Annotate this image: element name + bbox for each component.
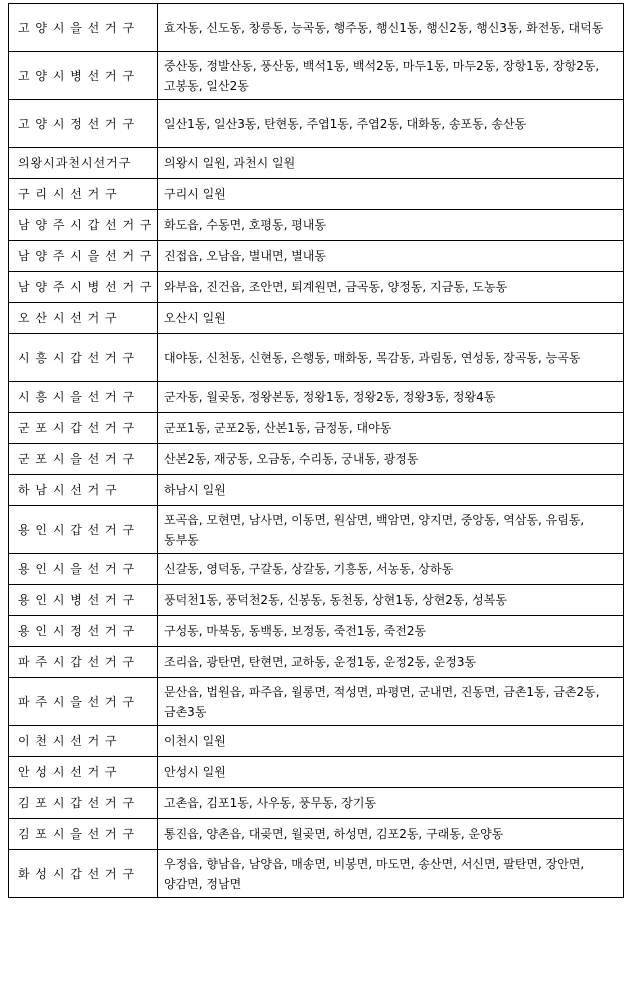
- district-name-cell: 용 인 시 병 선 거 구: [9, 585, 158, 616]
- district-areas-cell: 구리시 일원: [158, 179, 624, 210]
- table-row: [9, 788, 624, 819]
- district-name-cell: 시 흥 시 갑 선 거 구: [9, 334, 158, 382]
- district-areas-cell: 구성동, 마북동, 동백동, 보정동, 죽전1동, 죽전2동: [158, 616, 624, 647]
- district-areas-cell: 풍덕천1동, 풍덕천2동, 신봉동, 동천동, 상현1동, 상현2동, 성복동: [158, 585, 624, 616]
- district-name-cell: 시 흥 시 을 선 거 구: [9, 382, 158, 413]
- district-areas-cell: 효자동, 신도동, 창릉동, 능곡동, 행주동, 행신1동, 행신2동, 행신3동, 화전동, 대덕동: [158, 4, 624, 52]
- district-table: [8, 3, 624, 898]
- district-name-cell: 화 성 시 갑 선 거 구: [9, 850, 158, 898]
- district-name-cell: 남 양 주 시 을 선 거 구: [9, 241, 158, 272]
- district-areas-cell: 군자동, 월곶동, 정왕본동, 정왕1동, 정왕2동, 정왕3동, 정왕4동: [158, 382, 624, 413]
- district-name-cell: 고 양 시 병 선 거 구: [9, 52, 158, 100]
- table-row: [9, 554, 624, 585]
- table-row: [9, 179, 624, 210]
- district-name-cell: 파 주 시 갑 선 거 구: [9, 647, 158, 678]
- district-areas-cell: 군포1동, 군포2동, 산본1동, 금정동, 대야동: [158, 413, 624, 444]
- district-name-cell: 김 포 시 갑 선 거 구: [9, 788, 158, 819]
- district-areas-cell: 하남시 일원: [158, 475, 624, 506]
- district-areas-cell: 조리읍, 광탄면, 탄현면, 교하동, 운정1동, 운정2동, 운정3동: [158, 647, 624, 678]
- district-name-cell: 군 포 시 갑 선 거 구: [9, 413, 158, 444]
- district-areas-cell: 의왕시 일원, 과천시 일원: [158, 148, 624, 179]
- district-areas-cell: 일산1동, 일산3동, 탄현동, 주엽1동, 주엽2동, 대화동, 송포동, 송산동: [158, 100, 624, 148]
- district-name-cell: 하 남 시 선 거 구: [9, 475, 158, 506]
- table-row: [9, 506, 624, 554]
- district-areas-cell: 화도읍, 수동면, 호평동, 평내동: [158, 210, 624, 241]
- district-name-cell: 남 양 주 시 병 선 거 구: [9, 272, 158, 303]
- district-areas-cell: 통진읍, 양촌읍, 대곶면, 월곶면, 하성면, 김포2동, 구래동, 운양동: [158, 819, 624, 850]
- district-areas-cell: 중산동, 정발산동, 풍산동, 백석1동, 백석2동, 마두1동, 마두2동, 장항1동, 장항2동, 고봉동, 일산2동: [158, 52, 624, 100]
- table-row: [9, 757, 624, 788]
- district-name-cell: 남 양 주 시 갑 선 거 구: [9, 210, 158, 241]
- district-areas-cell: 대야동, 신천동, 신현동, 은행동, 매화동, 목감동, 과림동, 연성동, 장곡동, 능곡동: [158, 334, 624, 382]
- district-name-cell: 안 성 시 선 거 구: [9, 757, 158, 788]
- district-name-cell: 의왕시과천시선거구: [9, 148, 158, 179]
- district-name-cell: 구 리 시 선 거 구: [9, 179, 158, 210]
- table-row: [9, 726, 624, 757]
- table-row: [9, 303, 624, 334]
- table-body: [9, 4, 624, 898]
- district-areas-cell: 문산읍, 법원읍, 파주읍, 월롱면, 적성면, 파평면, 군내면, 진동면, 금촌1동, 금촌2동, 금촌3동: [158, 678, 624, 726]
- table-row: [9, 272, 624, 303]
- table-row: [9, 100, 624, 148]
- district-areas-cell: 포곡읍, 모현면, 남사면, 이동면, 원삼면, 백암면, 양지면, 중앙동, 역삼동, 유림동, 동부동: [158, 506, 624, 554]
- table-row: [9, 616, 624, 647]
- table-row: [9, 4, 624, 52]
- district-name-cell: 이 천 시 선 거 구: [9, 726, 158, 757]
- table-row: [9, 413, 624, 444]
- table-row: [9, 52, 624, 100]
- table-row: [9, 382, 624, 413]
- district-name-cell: 김 포 시 을 선 거 구: [9, 819, 158, 850]
- district-areas-cell: 신갈동, 영덕동, 구갈동, 상갈동, 기흥동, 서농동, 상하동: [158, 554, 624, 585]
- table-row: [9, 678, 624, 726]
- table-row: [9, 475, 624, 506]
- district-name-cell: 용 인 시 을 선 거 구: [9, 554, 158, 585]
- district-name-cell: 군 포 시 을 선 거 구: [9, 444, 158, 475]
- table-row: [9, 647, 624, 678]
- district-areas-cell: 안성시 일원: [158, 757, 624, 788]
- table-row: [9, 148, 624, 179]
- district-areas-cell: 고촌읍, 김포1동, 사우동, 풍무동, 장기동: [158, 788, 624, 819]
- table-row: [9, 241, 624, 272]
- district-areas-cell: 와부읍, 진건읍, 조안면, 퇴계원면, 금곡동, 양정동, 지금동, 도농동: [158, 272, 624, 303]
- table-row: [9, 210, 624, 241]
- table-row: [9, 850, 624, 898]
- district-name-cell: 오 산 시 선 거 구: [9, 303, 158, 334]
- table-row: [9, 444, 624, 475]
- district-name-cell: 고 양 시 정 선 거 구: [9, 100, 158, 148]
- district-areas-cell: 산본2동, 재궁동, 오금동, 수리동, 궁내동, 광정동: [158, 444, 624, 475]
- district-areas-cell: 진접읍, 오남읍, 별내면, 별내동: [158, 241, 624, 272]
- district-name-cell: 고 양 시 을 선 거 구: [9, 4, 158, 52]
- district-areas-cell: 오산시 일원: [158, 303, 624, 334]
- district-name-cell: 파 주 시 을 선 거 구: [9, 678, 158, 726]
- district-areas-cell: 우정읍, 향남읍, 남양읍, 매송면, 비봉면, 마도면, 송산면, 서신면, 팔탄면, 장안면, 양감면, 정남면: [158, 850, 624, 898]
- table-row: [9, 334, 624, 382]
- district-areas-cell: 이천시 일원: [158, 726, 624, 757]
- district-name-cell: 용 인 시 갑 선 거 구: [9, 506, 158, 554]
- table-row: [9, 585, 624, 616]
- table-row: [9, 819, 624, 850]
- district-name-cell: 용 인 시 정 선 거 구: [9, 616, 158, 647]
